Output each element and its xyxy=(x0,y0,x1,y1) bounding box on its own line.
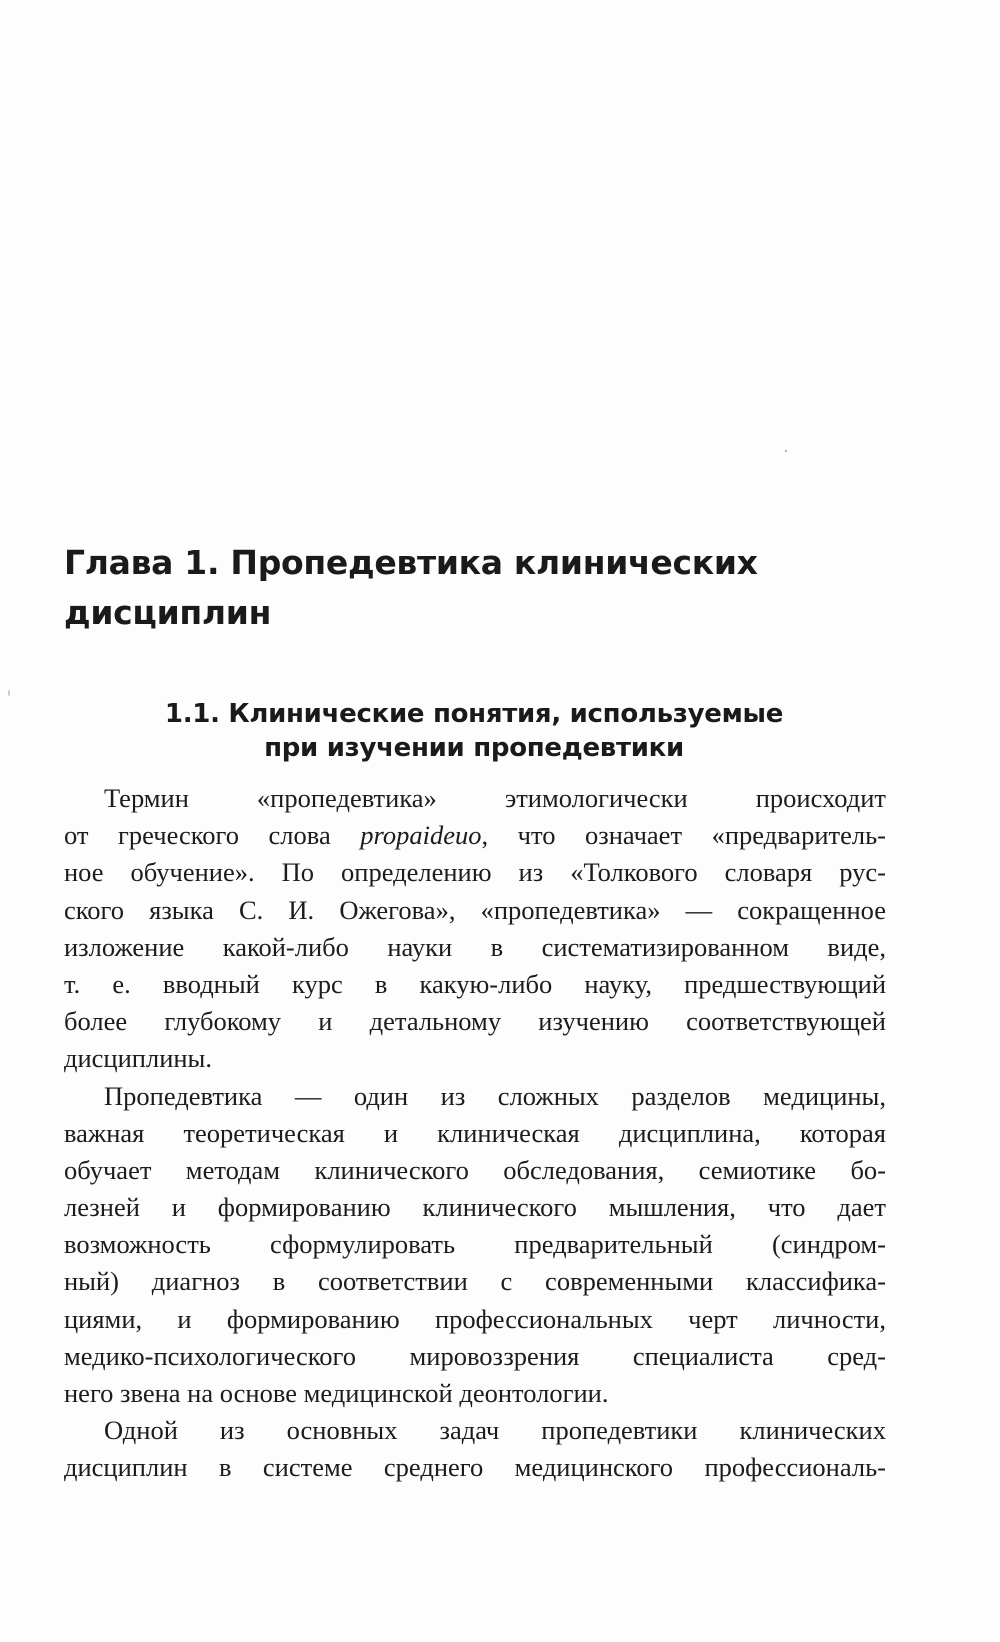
chapter-title-line: Глава 1. Пропедевтика клинических xyxy=(64,543,758,582)
text-line xyxy=(64,966,886,1003)
text-run: Одной из основных задач пропедевтики клинических xyxy=(104,1415,886,1446)
paragraph xyxy=(64,1412,886,1486)
text-line xyxy=(64,1412,886,1449)
text-line xyxy=(64,1152,886,1189)
text-line xyxy=(64,1003,886,1040)
text-line xyxy=(64,1226,886,1263)
text-line xyxy=(64,929,886,966)
section-title-line: 1.1. Клинические понятия, используемые xyxy=(164,699,784,729)
text-line xyxy=(64,1375,886,1412)
text-run: дисциплин в системе среднего медицинского профессиональ- xyxy=(64,1452,886,1483)
text-line xyxy=(64,1189,886,1226)
scan-speck xyxy=(785,450,787,452)
text-run: т. е. вводный курс в какую-либо науку, предшествующий xyxy=(64,968,886,999)
section-title xyxy=(64,697,884,765)
body-text xyxy=(64,780,886,1487)
foreign-term: propaideuo xyxy=(360,820,482,851)
text-run: циями, и формированию профессиональных черт личности, xyxy=(64,1303,886,1334)
text-line xyxy=(64,1040,886,1077)
text-line xyxy=(64,1115,886,1152)
text-run: важная теоретическая и клиническая дисциплина, которая xyxy=(64,1117,886,1148)
paragraph xyxy=(64,1078,886,1413)
chapter-title xyxy=(64,538,904,638)
text-run: медико-психологического мировоззрения специалиста сред- xyxy=(64,1340,886,1371)
text-run: лезней и формированию клинического мышления, что дает xyxy=(64,1192,886,1223)
text-line xyxy=(64,1263,886,1300)
text-run: , что означает «предваритель- xyxy=(481,820,886,851)
text-line xyxy=(64,1449,886,1486)
text-line xyxy=(64,854,886,891)
text-run: ное обучение». По определению из «Толкового словаря рус- xyxy=(64,857,886,888)
text-line xyxy=(64,817,886,854)
text-run: него звена на основе медицинской деонтологии. xyxy=(64,1378,609,1408)
text-line xyxy=(64,1338,886,1375)
text-run: дисциплины. xyxy=(64,1043,212,1074)
text-run: ный) диагноз в соответствии с современными классифика- xyxy=(64,1266,886,1297)
text-run: обучает методам клинического обследования, семиотике бо- xyxy=(64,1154,886,1185)
text-run: более глубокому и детальному изучению соответствующей xyxy=(64,1006,886,1037)
text-run: изложение какой-либо науки в систематизированном виде, xyxy=(64,931,886,962)
text-run: от греческого слова xyxy=(64,820,361,851)
chapter-title-line: дисциплин xyxy=(64,593,272,632)
text-line xyxy=(64,1301,886,1338)
scan-speck xyxy=(8,690,10,696)
text-line xyxy=(64,780,886,817)
text-run: ского языка С. И. Ожегова», «пропедевтика» — сокращенное xyxy=(64,894,886,925)
text-line xyxy=(64,1078,886,1115)
paragraph xyxy=(64,780,886,1078)
text-line xyxy=(64,892,886,929)
section-title-line: при изучении пропедевтики xyxy=(264,733,684,763)
text-run: Пропедевтика — один из сложных разделов медицины, xyxy=(104,1080,886,1111)
text-run: Термин «пропедевтика» этимологически происходит xyxy=(104,783,886,813)
text-run: возможность сформулировать предварительный (синдром- xyxy=(64,1229,886,1260)
